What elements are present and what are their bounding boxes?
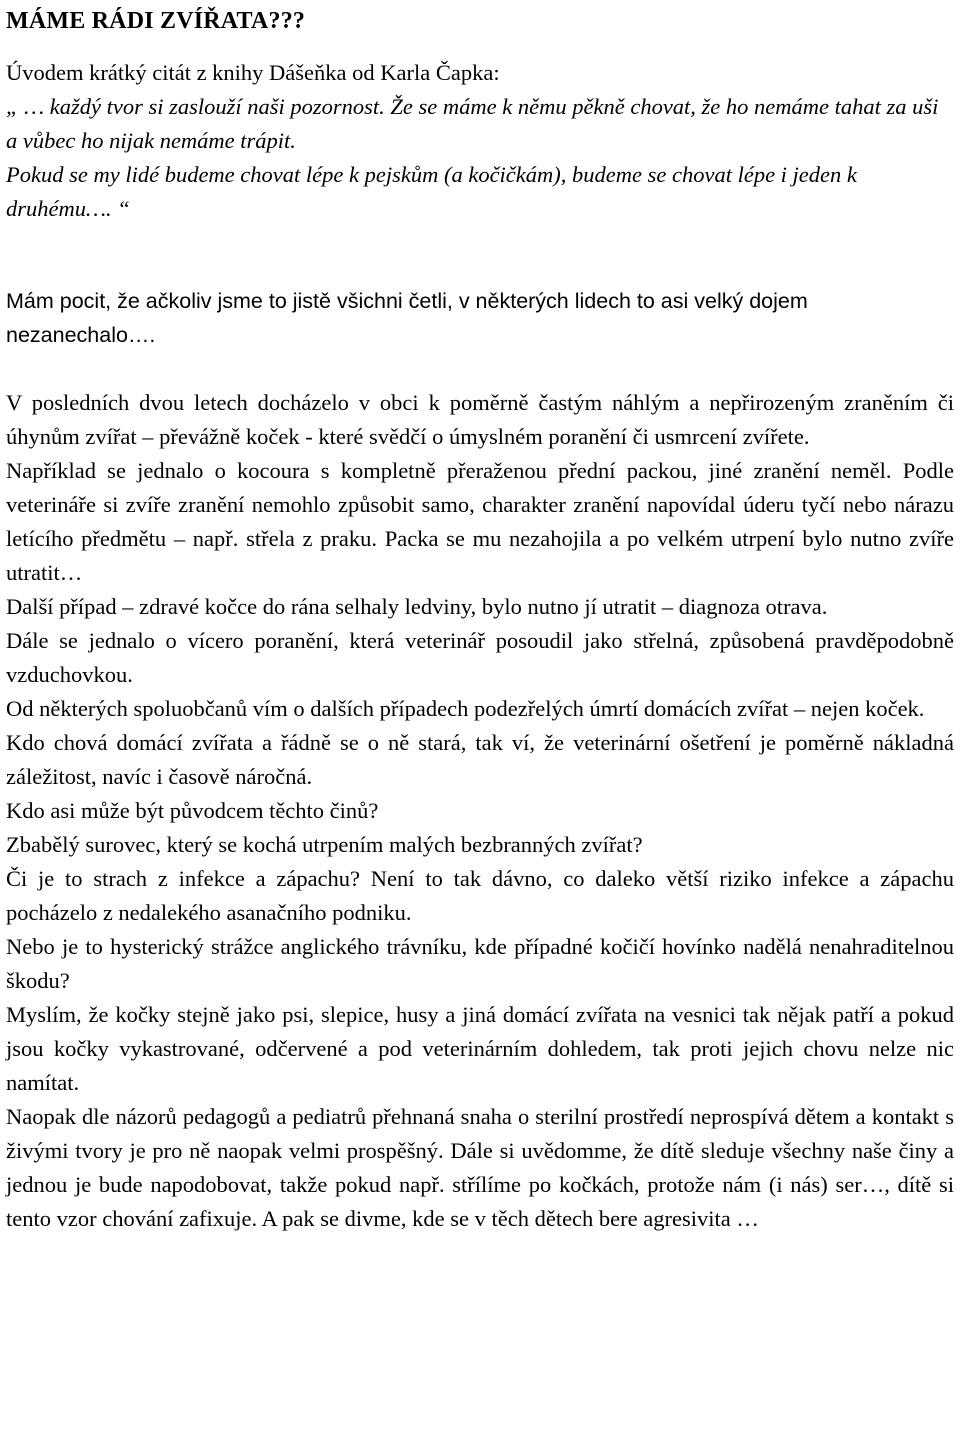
- body-paragraph-6: Kdo chová domácí zvířata a řádně se o ně stará, tak ví, že veterinární ošetření je poměrně nákladná záležitost, navíc i časově náročná.: [6, 730, 954, 789]
- body-paragraph-8: Zbabělý surovec, který se kochá utrpením malých bezbranných zvířat?: [6, 832, 643, 857]
- quote-paragraph-1: „ … každý tvor si zaslouží naši pozornost. Že se máme k němu pěkně chovat, že ho nemáme tahat za uši a vůbec ho nijak nemáme trápit.: [6, 94, 939, 153]
- body-paragraph-7: Kdo asi může být původcem těchto činů?: [6, 798, 379, 823]
- intro-line: Úvodem krátký citát z knihy Dášeňka od Karla Čapka:: [6, 60, 500, 85]
- spacer: [6, 352, 954, 386]
- spacer: [6, 226, 954, 284]
- body-paragraph-10: Nebo je to hysterický strážce anglického trávníku, kde případné kočičí hovínko nadělá nenahraditelnou škodu?: [6, 934, 954, 993]
- body-paragraph-9: Či je to strach z infekce a zápachu? Není to tak dávno, co daleko větší riziko infekce a zápachu pocházelo z nedalekého asanačního podniku.: [6, 866, 954, 925]
- body-paragraph-2: Například se jednalo o kocoura s kompletně přeraženou přední packou, jiné zranění neměl. Podle veterináře si zvíře zranění nemohlo způsobit samo, charakter zranění napovídal úderu tyčí nebo nárazu letícího předmětu – např. střela z praku. Packa se mu nezahojila a po velkém utrpení bylo nutno zvíře utratit…: [6, 458, 954, 585]
- body-paragraph-4: Dále se jednalo o vícero poranění, která veterinář posoudil jako střelná, způsobená pravděpodobně vzduchovkou.: [6, 628, 954, 687]
- body-paragraph-3: Další případ – zdravé kočce do rána selhaly ledviny, bylo nutno jí utratit – diagnoza otrava.: [6, 594, 828, 619]
- body-paragraph-5: Od některých spoluobčanů vím o dalších případech podezřelých úmrtí domácích zvířat – nejen koček.: [6, 696, 925, 721]
- body-paragraph-11: Myslím, že kočky stejně jako psi, slepice, husy a jiná domácí zvířata na vesnici tak nějak patří a pokud jsou kočky vykastrované, odčervené a pod veterinárním dohledem, tak proti jejich chovu nelze nic namítat.: [6, 1002, 954, 1095]
- body-paragraph-12: Naopak dle názorů pedagogů a pediatrů přehnaná snaha o sterilní prostředí neprospívá dětem a kontakt s živými tvory je pro ně naopak velmi prospěšný. Dále si uvědomme, že dítě sleduje všechny naše činy a jednou je bude napodobovat, takže pokud např. střílíme po kočkách, protože nám (i nás) ser…, dítě si tento vzor chování zafixuje. A pak se divme, kde se v těch dětech bere agresivita …: [6, 1104, 954, 1231]
- document-title: MÁME RÁDI ZVÍŘATA???: [6, 8, 306, 34]
- remark-paragraph: Mám pocit, že ačkoliv jsme to jistě všichni četli, v některých lidech to asi velký dojem nezanechalo….: [6, 289, 808, 347]
- body-paragraph-1: V posledních dvou letech docházelo v obci k poměrně častým náhlým a nepřirozeným zraněním či úhynům zvířat – převážně koček - které svědčí o úmyslném poranění či usmrcení zvířete.: [6, 390, 954, 449]
- quote-paragraph-2: Pokud se my lidé budeme chovat lépe k pejskům (a kočičkám), budeme se chovat lépe i jeden k druhému…. “: [6, 162, 857, 221]
